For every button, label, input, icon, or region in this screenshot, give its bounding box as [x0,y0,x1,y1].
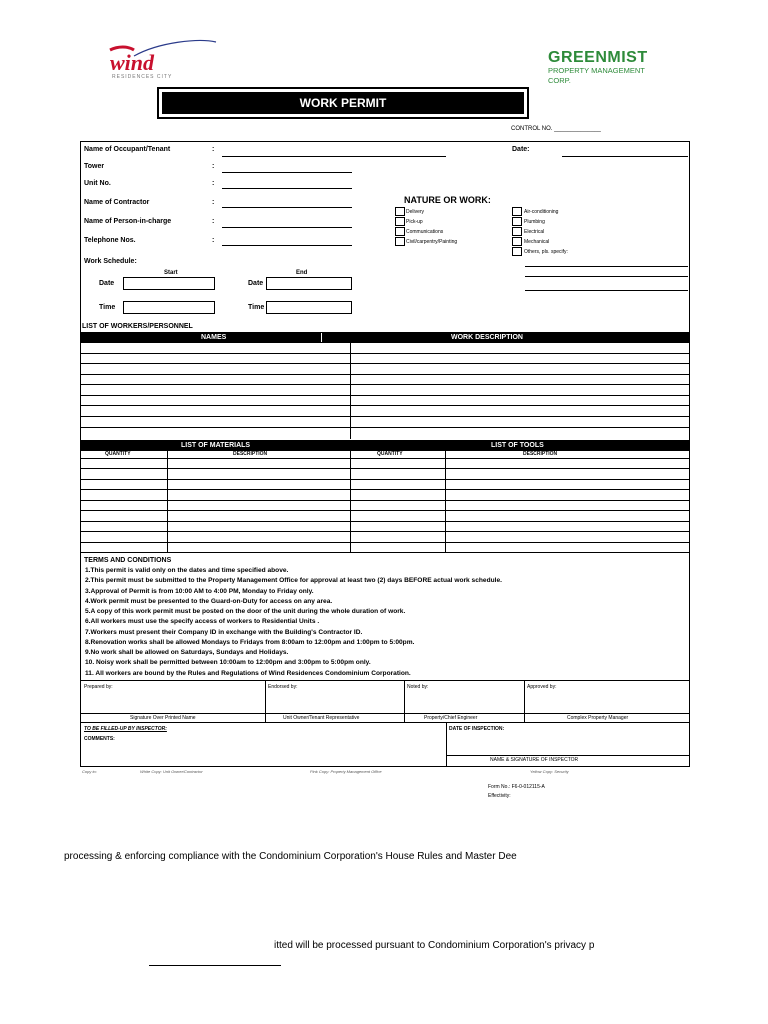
others-line-2[interactable] [525,276,688,277]
colon-occupant: : [212,146,215,153]
footer-white-copy: White Copy: Unit Owner/Contractor [140,769,203,774]
checkbox-mechanical[interactable] [512,237,522,246]
label-occupant: Name of Occupant/Tenant [84,146,171,153]
materials-desc-header: DESCRIPTION [233,451,268,457]
label-electrical: Electrical [524,229,545,235]
effectivity: Effectivity: [488,793,511,799]
label-end-date: Date [248,280,264,287]
label-person-in-charge: Name of Person-in-charge [84,218,172,225]
label-start-date: Date [99,280,115,287]
body-text-line-2: itted will be processed pursuant to Condominium Corporation's privacy p [274,940,595,951]
signature-line-endorsed[interactable] [265,713,404,714]
greenmist-logo [548,50,668,84]
signature-div-2 [404,680,405,722]
label-pickup: Pick-up [406,219,423,225]
nature-title: NATURE OR WORK: [404,195,491,205]
terms-item-3: 3.Approval of Permit is from 10:00 AM to 4:00 PM, Monday to Friday only. [85,588,314,595]
materials-table [81,451,689,553]
caption-inspector-signature: NAME & SIGNATURE OF INSPECTOR [490,757,579,763]
label-date-top: Date: [512,146,530,153]
table-row[interactable] [81,384,689,385]
label-civil: Civil/carpentry/Painting [406,239,458,245]
label-telephone: Telephone Nos. [84,237,136,244]
wind-logo-subtext: RESIDENCES CITY [112,74,173,80]
end-date-input[interactable] [266,277,352,290]
contractor-input-line[interactable] [222,207,352,208]
signature-line-approved[interactable] [524,713,689,714]
materials-col-1 [167,451,168,553]
occupant-input-line[interactable] [222,156,446,157]
inspector-divider [446,722,447,766]
table-row[interactable] [81,353,689,354]
colon-person-in-charge: : [212,218,215,225]
greenmist-title: GREENMIST [548,49,648,66]
tools-desc-header: DESCRIPTION [523,451,558,457]
table-row[interactable] [81,489,689,490]
colon-contractor: : [212,199,215,206]
footer-copy-to: Copy to: [82,769,97,774]
terms-item-1: 1.This permit is valid only on the dates and time specified above. [85,567,289,574]
terms-title: TERMS AND CONDITIONS [84,557,172,564]
terms-item-2: 2.This permit must be submitted to the Property Management Office for approval at least two (2) days BEFORE actual work schedule. [85,577,502,584]
person-in-charge-input-line[interactable] [222,227,352,228]
label-end-time: Time [248,304,265,311]
form-title-text: WORK PERMIT [299,96,387,110]
checkbox-electrical[interactable] [512,227,522,236]
terms-item-10: 10. Noisy work shall be permitted between 10:00am to 12:00pm and 3:00pm to 5:00pm only. [85,659,371,666]
control-number: CONTROL NO. ______________ [511,126,601,132]
label-comments: COMMENTS: [84,736,115,742]
workers-names-header: NAMES [201,334,227,341]
footnote-divider [149,965,281,966]
table-row[interactable] [81,405,689,406]
table-row[interactable] [81,531,689,532]
label-delivery: Delivery [406,209,425,215]
signature-top-border [81,680,689,681]
table-row[interactable] [81,479,689,480]
checkbox-delivery[interactable] [395,207,405,216]
footer-yellow-copy: Yellow Copy: Security [530,769,569,774]
table-row[interactable] [81,395,689,396]
label-aircon: Air-conditioning [524,209,559,215]
inspector-top-border [81,722,689,723]
wind-logo-text: wind [110,50,155,75]
label-prepared-by: Prepared by: [84,684,113,690]
to-be-filled-text: TO BE FILLED-UP BY INSPECTOR: [84,726,167,732]
table-row[interactable] [81,458,689,459]
table-row[interactable] [81,416,689,417]
label-plumbing: Plumbing [524,219,545,225]
workers-table [81,343,689,439]
workers-col-divider [350,343,351,439]
caption-complex-manager: Complex Property Manager [567,715,629,721]
tools-qty-header: QUANTITY [377,451,403,457]
terms-item-8: 8.Renovation works shall be allowed Mondays to Fridays from 8:00am to 12:00pm and 1:00pm to 5:00pm. [85,639,415,646]
unit-no-input-line[interactable] [222,188,352,189]
signature-line-prepared[interactable] [81,713,265,714]
label-endorsed-by: Endorsed by: [268,684,298,690]
label-others: Others, pls. specify: [524,249,568,255]
start-date-input[interactable] [123,277,215,290]
checkbox-aircon[interactable] [512,207,522,216]
inspector-signature-line[interactable] [446,755,689,756]
label-contractor: Name of Contractor [84,199,150,206]
colon-unit-no: : [212,180,215,187]
wind-logo [104,38,224,82]
label-noted-by: Noted by: [407,684,429,690]
schedule-start: Start [164,270,178,276]
checkbox-others[interactable] [512,247,522,256]
signature-line-noted[interactable] [404,713,524,714]
terms-item-6: 6.All workers must use the specify access of workers to Residential Units . [85,618,320,625]
checkbox-civil[interactable] [395,237,405,246]
materials-header-bar [81,440,689,451]
terms-item-11: 11. All workers are bound by the Rules and Regulations of Wind Residences Condominium Corporation. [85,670,411,677]
table-row[interactable] [81,510,689,511]
terms-item-9: 9.No work shall be allowed on Saturdays, Sundays and Holidays. [85,649,289,656]
materials-col-3 [445,451,446,553]
label-communications: Communications [406,229,444,235]
workers-divider [321,333,322,342]
materials-col-2 [350,451,351,553]
colon-telephone: : [212,237,215,244]
table-row[interactable] [81,552,689,553]
others-line-1[interactable] [525,266,688,267]
telephone-input-line[interactable] [222,245,352,246]
checkbox-plumbing[interactable] [512,217,522,226]
label-unit-no: Unit No. [84,180,111,187]
footer-pink-copy: Pink Copy: Property Management Office [310,769,382,774]
form-number: Form No.: F6-0-012115-A [488,784,545,790]
checkbox-pickup[interactable] [395,217,405,226]
label-date-of-inspection: DATE OF INSPECTION: [449,726,505,732]
greenmist-subtitle: PROPERTY MANAGEMENT CORP. [548,66,645,85]
label-approved-by: Approved by: [527,684,557,690]
caption-signature-over-name: Signature Over Printed Name [130,715,196,721]
others-line-3[interactable] [525,290,688,291]
label-start-time: Time [99,304,116,311]
end-time-input[interactable] [266,301,352,314]
workers-desc-header: WORK DESCRIPTION [451,334,523,341]
table-row[interactable] [81,427,689,428]
signature-div-3 [524,680,525,722]
colon-tower: : [212,163,215,170]
table-row[interactable] [81,363,689,364]
checkbox-communications[interactable] [395,227,405,236]
label-to-be-filled [84,726,167,732]
caption-property-engineer: Property/Chief Engineer [424,715,478,721]
start-time-input[interactable] [123,301,215,314]
tower-input-line[interactable] [222,172,352,173]
terms-item-4: 4.Work permit must be presented to the Guard-on-Duty for access on any area. [85,598,333,605]
table-row[interactable] [81,500,689,501]
table-row[interactable] [81,468,689,469]
table-row[interactable] [81,521,689,522]
materials-title: LIST OF MATERIALS [181,442,251,449]
terms-item-7: 7.Workers must present their Company ID in exchange with the Building's Contractor ID. [85,629,363,636]
schedule-end: End [296,270,308,276]
caption-unit-owner: Unit Owner/Tenant Representative [283,715,360,721]
table-row[interactable] [81,374,689,375]
terms-item-5: 5.A copy of this work permit must be posted on the door of the unit during the whole duration of work. [85,608,406,615]
date-top-input-line[interactable] [562,156,688,157]
table-row[interactable] [81,542,689,543]
label-tower: Tower [84,163,105,170]
form-title [162,92,524,114]
schedule-title: Work Schedule: [84,258,137,265]
tools-title: LIST OF TOOLS [491,442,544,449]
workers-title: LIST OF WORKERS/PERSONNEL [82,323,193,330]
body-text-line-1: processing & enforcing compliance with the Condominium Corporation's House Rules and Master Dee [64,851,517,862]
workers-header-bar [81,332,689,343]
label-mechanical: Mechanical [524,239,550,245]
signature-div-1 [265,680,266,722]
materials-qty-header: QUANTITY [105,451,131,457]
